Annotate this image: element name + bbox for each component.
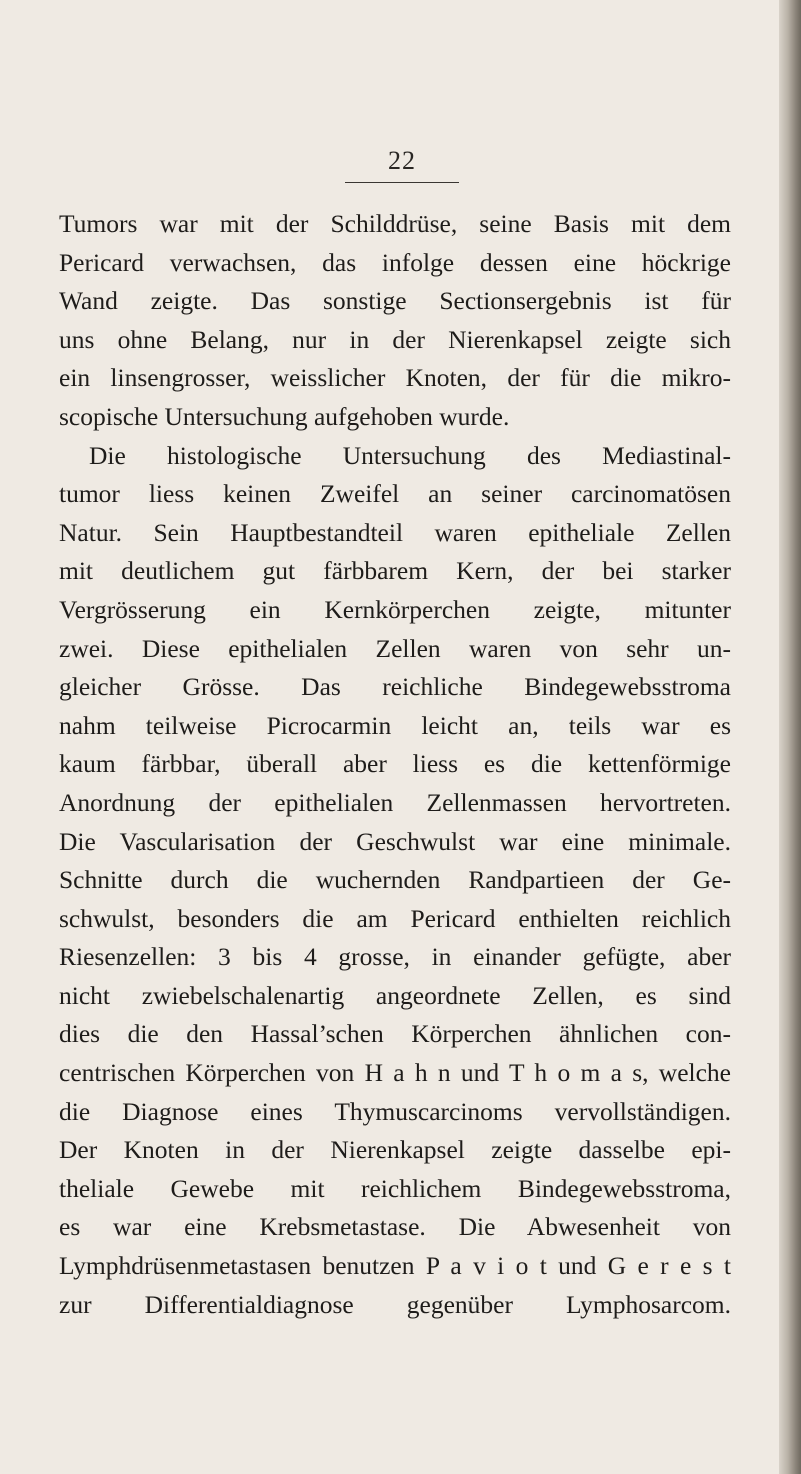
text-line: zwei. Diese epithelialen Zellen waren von sehr un-: [59, 633, 731, 663]
text-line: Natur. Sein Hauptbestandteil waren epitheliale Zellen: [59, 517, 731, 547]
text-line: tumor liess keinen Zweifel an seiner carcinomatösen: [59, 479, 731, 509]
text-line: Pericard verwachsen, das infolge dessen eine höckrige: [59, 247, 731, 277]
text-line: kaum färbbar, überall aber liess es die kettenförmige: [59, 749, 731, 779]
text-line: scopische Untersuchung aufgehoben wurde.: [59, 401, 510, 431]
text-line: uns ohne Belang, nur in der Nierenkapsel zeigte sich: [59, 324, 731, 354]
page-edge-shadow: [779, 0, 801, 1474]
text-line: mit deutlichem gut färbbarem Kern, der bei starker: [59, 556, 731, 586]
text-line: Tumors war mit der Schilddrüse, seine Basis mit dem: [59, 209, 731, 238]
page-number: 22: [388, 146, 416, 175]
text-line: theliale Gewebe mit reichlichem Bindegewebsstroma,: [59, 1173, 731, 1203]
text-line: es war eine Krebsmetastase. Die Abwesenheit von: [59, 1212, 731, 1242]
body-text: [59, 205, 731, 1324]
text-line: Der Knoten in der Nierenkapsel zeigte dasselbe epi-: [59, 1135, 731, 1165]
text-line: dies die den Hassal’schen Körperchen ähnlichen con-: [59, 1019, 731, 1049]
text-line: Vergrösserung ein Kernkörperchen zeigte, mitunter: [59, 594, 731, 624]
text-line: Anordnung der epithelialen Zellenmassen hervortreten.: [59, 787, 731, 817]
text-line: schwulst, besonders die am Pericard enthielten reichlich: [59, 903, 731, 933]
text-line: Lymphdrüsenmetastasen benutzen P a v i o t und G e r e s t: [59, 1251, 731, 1281]
text-line: centrischen Körperchen von H a h n und T h o m a s, welche: [59, 1058, 731, 1088]
text-line: zur Differentialdiagnose gegenüber Lymphosarcom.: [59, 1289, 731, 1319]
text-line: Schnitte durch die wuchernden Randpartieen der Ge-: [59, 865, 731, 895]
text-line: Die Vascularisation der Geschwulst war eine minimale.: [59, 826, 731, 856]
text-line: Riesenzellen: 3 bis 4 grosse, in einander gefügte, aber: [59, 942, 731, 972]
text-line: nicht zwiebelschalenartig angeordnete Zellen, es sind: [59, 980, 731, 1010]
text-line: die Diagnose eines Thymuscarcinoms vervollständigen.: [59, 1096, 731, 1126]
text-line: ein linsengrosser, weisslicher Knoten, der für die mikro-: [59, 363, 731, 393]
text-line: Wand zeigte. Das sonstige Sectionsergebnis ist für: [59, 286, 731, 316]
header-rule: [345, 182, 459, 183]
text-line: nahm teilweise Picrocarmin leicht an, teils war es: [59, 710, 731, 740]
text-line: Die histologische Untersuchung des Mediastinal-: [89, 440, 731, 470]
text-line: gleicher Grösse. Das reichliche Bindegewebsstroma: [59, 672, 731, 702]
